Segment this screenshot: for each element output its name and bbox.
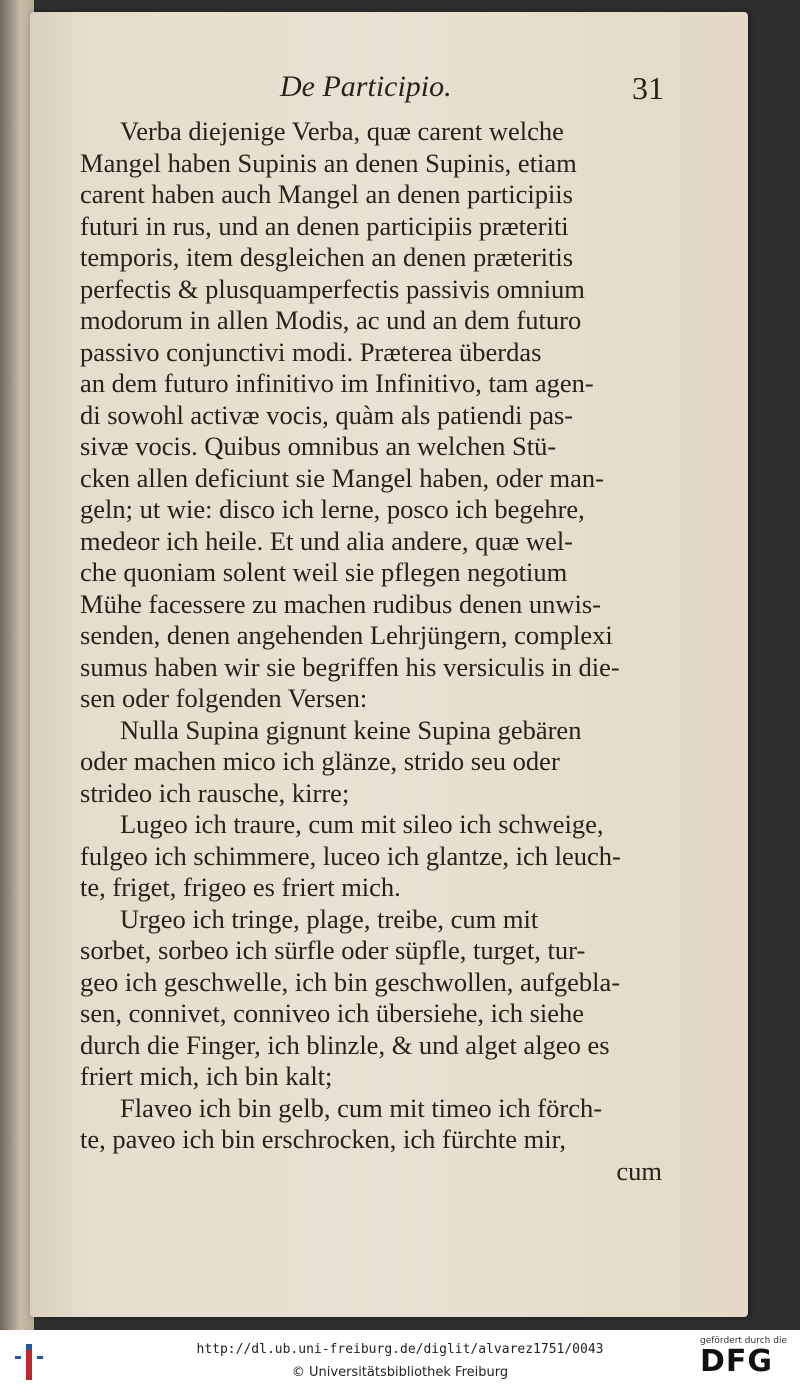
text-line: cken allen deficiunt sie Mangel haben, oder man-	[80, 462, 604, 493]
text-line: perfectis & plusquamperfectis passivis omnium	[80, 273, 585, 304]
verse-line: te, friget, frigeo es friert mich.	[80, 872, 401, 902]
text-line: Verba diejenige Verba, quæ carent welche	[120, 116, 564, 146]
text-line: senden, denen angehenden Lehrjüngern, complexi	[80, 620, 613, 650]
text-line: passivo conjunctivi modi. Præterea überdas	[80, 336, 542, 367]
text-line: Mangel haben Supinis an denen Supinis, etiam	[80, 147, 577, 178]
running-header: De Participio.	[280, 70, 452, 103]
verse-line: fulgeo ich schimmere, luceo ich glantze, ich leuch-	[80, 840, 621, 871]
verse-line: sorbet, sorbeo ich sürfle oder süpfle, turget, tur-	[80, 935, 586, 965]
text-line: an dem futuro infinitivo im Infinitivo, tam agen-	[80, 368, 594, 398]
text-line: futuri in rus, und an denen participiis præteriti	[80, 210, 569, 241]
text-line: geln; ut wie: disco ich lerne, posco ich begehre,	[80, 494, 585, 524]
page-number: 31	[632, 70, 664, 106]
text-line: sumus haben wir sie begriffen his versiculis in die-	[80, 651, 620, 682]
verse-line: strideo ich rausche, kirre;	[80, 777, 350, 808]
verse-line: friert mich, ich bin kalt;	[80, 1061, 333, 1091]
verse-line: Nulla Supina gignunt keine Supina gebären	[120, 714, 582, 745]
text-line: di sowohl activæ vocis, quàm als patiendi pas-	[80, 399, 574, 430]
text-line: sivæ vocis. Quibus omnibus an welchen Stü-	[80, 431, 557, 461]
dfg-funder-logo	[700, 1336, 792, 1384]
verse-line: sen, connivet, conniveo ich übersiehe, ich siehe	[80, 998, 585, 1028]
body-text	[80, 116, 672, 1187]
text-line: che quoniam solent weil sie pflegen negotium	[80, 557, 568, 587]
verse-line: te, paveo ich bin erschrocken, ich fürchte mir,	[80, 1124, 567, 1154]
verse-line: Lugeo ich traure, cum mit sileo ich schweige,	[120, 809, 604, 839]
funder-caption: gefördert durch die	[700, 1336, 787, 1346]
verse-line: geo ich geschwelle, ich bin geschwollen, aufgebla-	[80, 966, 621, 997]
book-page-edge	[0, 0, 34, 1330]
dfg-logo-text: DFG	[700, 1344, 774, 1379]
text-line: medeor ich heile. Et und alia andere, quæ wel-	[80, 525, 574, 556]
verse-line: Urgeo ich tringe, plage, treibe, cum mit	[120, 903, 539, 934]
catchword: cum	[616, 1155, 662, 1186]
text-line: temporis, item desgleichen an denen præteritis	[80, 242, 574, 272]
copyright-credit: © Universitätsbibliothek Freiburg	[291, 1365, 509, 1380]
text-line: modorum in allen Modis, ac und an dem futuro	[80, 305, 582, 335]
footer-bar	[0, 1330, 800, 1389]
verse-line: durch die Finger, ich blinzle, & und alget algeo es	[80, 1029, 610, 1060]
text-line: carent haben auch Mangel an denen participiis	[80, 179, 573, 209]
text-line: sen oder folgenden Versen:	[80, 683, 368, 713]
text-line: Mühe facessere zu machen rudibus denen unwis-	[80, 588, 601, 619]
verse-line: oder machen mico ich glänze, strido seu oder	[80, 746, 560, 776]
verse-line: Flaveo ich bin gelb, cum mit timeo ich förch-	[120, 1092, 603, 1123]
permalink-url[interactable]: http://dl.ub.uni-freiburg.de/diglit/alvarez1751/0043	[196, 1342, 604, 1357]
